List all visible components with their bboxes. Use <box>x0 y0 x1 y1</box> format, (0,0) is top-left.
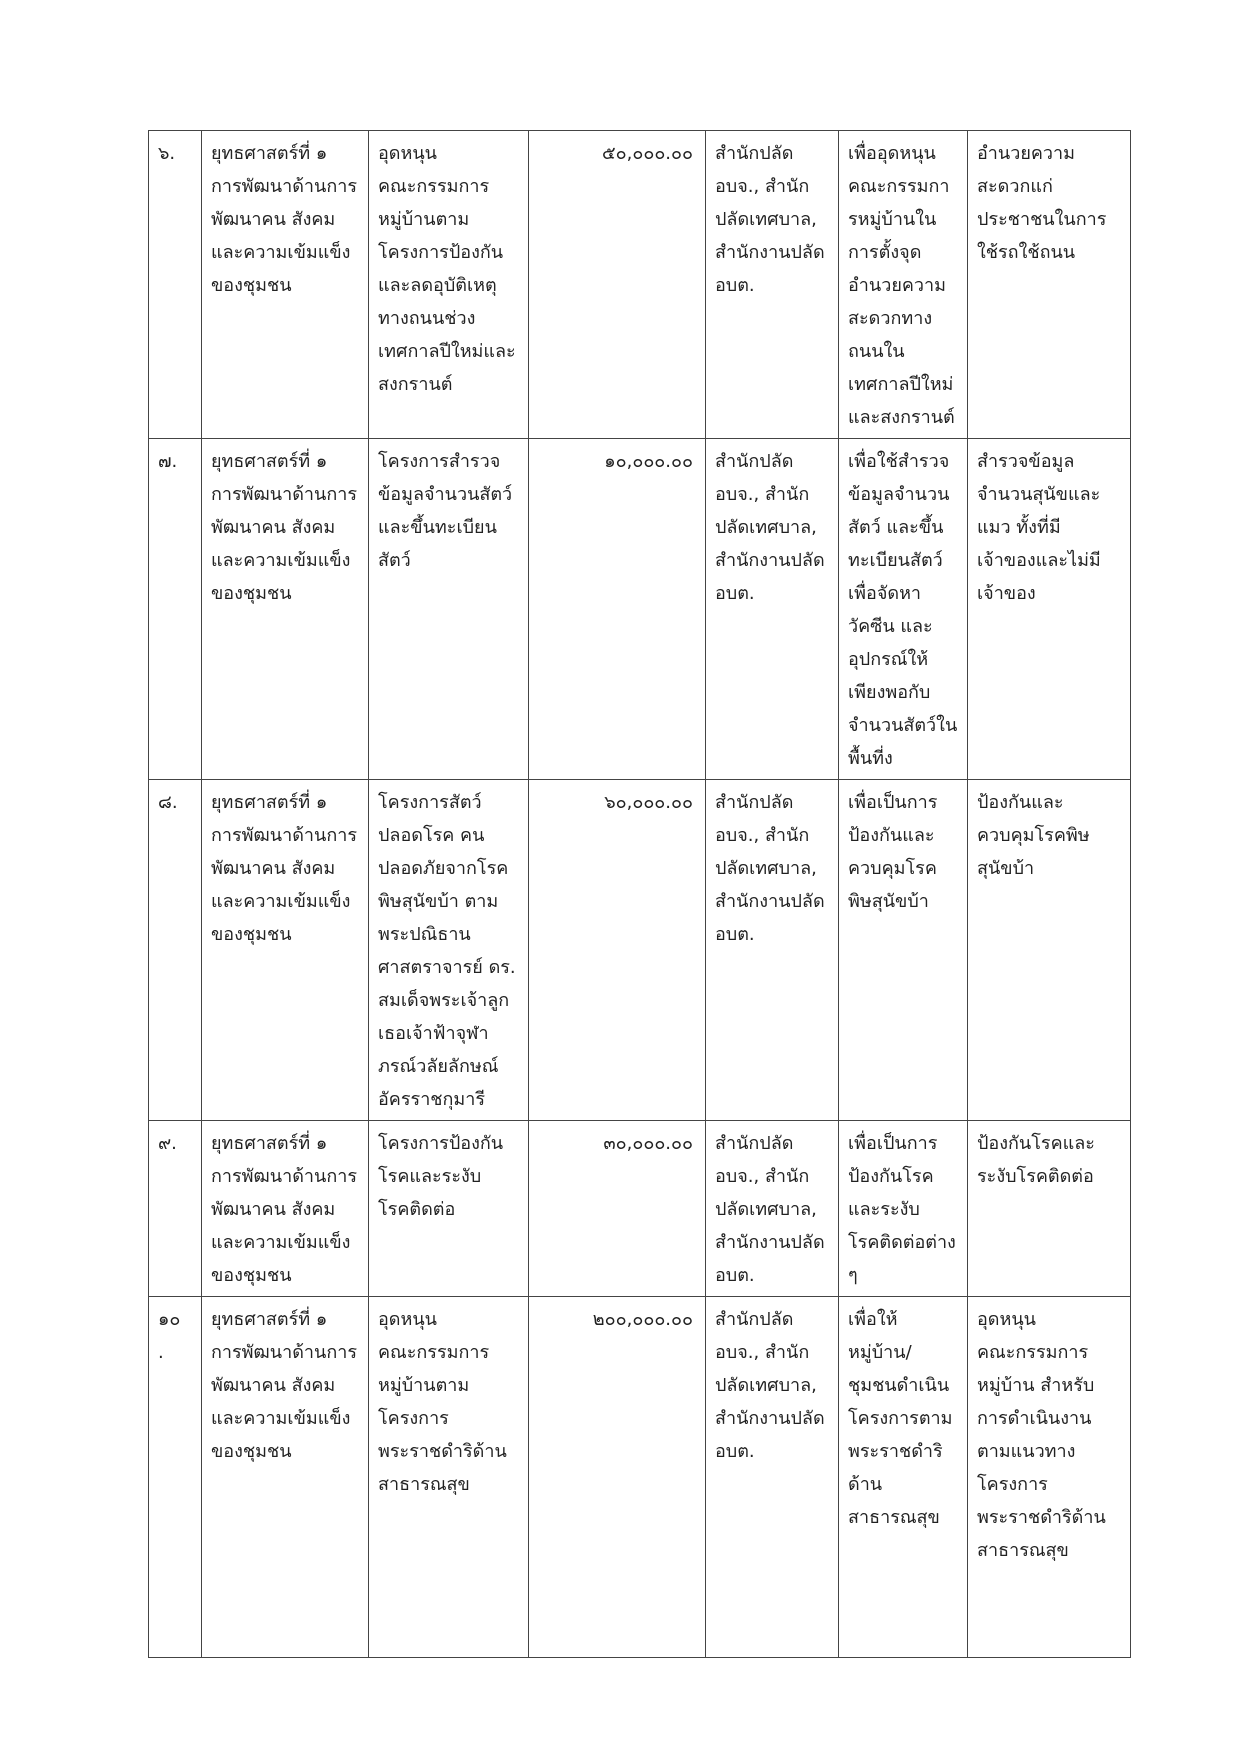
budget-cell: ๑๐,๐๐๐.๐๐ <box>529 439 706 780</box>
table-row <box>149 1297 1131 1658</box>
project-table <box>148 130 1131 1658</box>
target-cell: สำรวจข้อมูล จำนวนสุนัขและ แมว ทั้งที่มี เจ้าของและไม่มี เจ้าของ <box>968 439 1131 780</box>
table-row <box>149 1121 1131 1297</box>
target-cell: ป้องกันโรคและ ระงับโรคติดต่อ <box>968 1121 1131 1297</box>
target-cell: ป้องกันและ ควบคุมโรคพิษ สุนัขบ้า <box>968 780 1131 1121</box>
objective-cell: เพื่อเป็นการ ป้องกันโรค และระงับ โรคติดต่อต่าง ๆ <box>839 1121 968 1297</box>
objective-cell: เพื่อใช้สำรวจ ข้อมูลจำนวน สัตว์ และขึ้น ทะเบียนสัตว์ เพื่อจัดหา วัคซีน และ อุปกรณ์ให้ เพียงพอกับ จำนวนสัตว์ใน พื้นที่ง <box>839 439 968 780</box>
budget-cell: ๓๐,๐๐๐.๐๐ <box>529 1121 706 1297</box>
table-row <box>149 131 1131 439</box>
row-number: ๑๐ . <box>149 1297 202 1658</box>
agency-cell: สำนักปลัด อบจ., สำนัก ปลัดเทศบาล, สำนักงานปลัด อบต. <box>706 131 839 439</box>
strategy-cell: ยุทธศาสตร์ที่ ๑ การพัฒนาด้านการ พัฒนาคน สังคม และความเข้มแข็ง ของชุมชน <box>202 131 369 439</box>
project-cell: โครงการสัตว์ ปลอดโรค คน ปลอดภัยจากโรค พิษสุนัขบ้า ตาม พระปณิธาน ศาสตราจารย์ ดร. สมเด็จพระเจ้าลูก เธอเจ้าฟ้าจุฬา ภรณ์วลัยลักษณ์ อัครราชกุมารี <box>369 780 529 1121</box>
budget-cell: ๖๐,๐๐๐.๐๐ <box>529 780 706 1121</box>
project-cell: อุดหนุน คณะกรรมการ หมู่บ้านตาม โครงการป้องกัน และลดอุบัติเหตุ ทางถนนช่วง เทศกาลปีใหม่และ สงกรานต์ <box>369 131 529 439</box>
table-row <box>149 780 1131 1121</box>
row-number: ๙. <box>149 1121 202 1297</box>
agency-cell: สำนักปลัด อบจ., สำนัก ปลัดเทศบาล, สำนักงานปลัด อบต. <box>706 1121 839 1297</box>
agency-cell: สำนักปลัด อบจ., สำนัก ปลัดเทศบาล, สำนักงานปลัด อบต. <box>706 780 839 1121</box>
project-cell: โครงการป้องกัน โรคและระงับ โรคติดต่อ <box>369 1121 529 1297</box>
row-number: ๖. <box>149 131 202 439</box>
objective-cell: เพื่อให้ หมู่บ้าน/ ชุมชนดำเนิน โครงการตาม พระราชดำริ ด้าน สาธารณสุข <box>839 1297 968 1658</box>
project-cell: อุดหนุน คณะกรรมการ หมู่บ้านตาม โครงการ พระราชดำริด้าน สาธารณสุข <box>369 1297 529 1658</box>
objective-cell: เพื่ออุดหนุน คณะกรรมกา รหมู่บ้านใน การตั้งจุด อำนวยความ สะดวกทาง ถนนใน เทศกาลปีใหม่ และสงกรานต์ <box>839 131 968 439</box>
strategy-cell: ยุทธศาสตร์ที่ ๑ การพัฒนาด้านการ พัฒนาคน สังคม และความเข้มแข็ง ของชุมชน <box>202 1297 369 1658</box>
target-cell: อำนวยความ สะดวกแก่ ประชาชนในการ ใช้รถใช้ถนน <box>968 131 1131 439</box>
row-number: ๘. <box>149 780 202 1121</box>
objective-cell: เพื่อเป็นการ ป้องกันและ ควบคุมโรค พิษสุนัขบ้า <box>839 780 968 1121</box>
project-cell: โครงการสำรวจ ข้อมูลจำนวนสัตว์ และขึ้นทะเบียน สัตว์ <box>369 439 529 780</box>
strategy-cell: ยุทธศาสตร์ที่ ๑ การพัฒนาด้านการ พัฒนาคน สังคม และความเข้มแข็ง ของชุมชน <box>202 439 369 780</box>
target-cell: อุดหนุน คณะกรรมการ หมู่บ้าน สำหรับ การดำเนินงาน ตามแนวทาง โครงการ พระราชดำริด้าน สาธารณสุข <box>968 1297 1131 1658</box>
budget-cell: ๒๐๐,๐๐๐.๐๐ <box>529 1297 706 1658</box>
agency-cell: สำนักปลัด อบจ., สำนัก ปลัดเทศบาล, สำนักงานปลัด อบต. <box>706 439 839 780</box>
strategy-cell: ยุทธศาสตร์ที่ ๑ การพัฒนาด้านการ พัฒนาคน สังคม และความเข้มแข็ง ของชุมชน <box>202 1121 369 1297</box>
agency-cell: สำนักปลัด อบจ., สำนัก ปลัดเทศบาล, สำนักงานปลัด อบต. <box>706 1297 839 1658</box>
budget-cell: ๕๐,๐๐๐.๐๐ <box>529 131 706 439</box>
strategy-cell: ยุทธศาสตร์ที่ ๑ การพัฒนาด้านการ พัฒนาคน สังคม และความเข้มแข็ง ของชุมชน <box>202 780 369 1121</box>
table-row <box>149 439 1131 780</box>
row-number: ๗. <box>149 439 202 780</box>
